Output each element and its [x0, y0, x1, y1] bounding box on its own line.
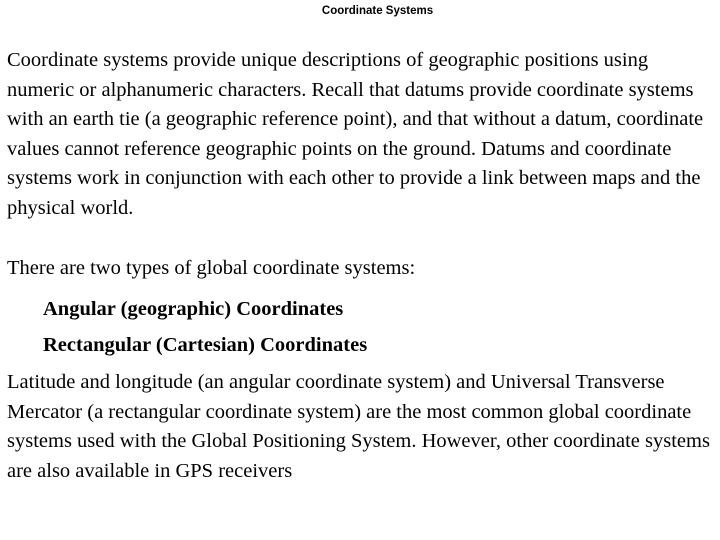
intro-paragraph: Coordinate systems provide unique descriptions of geographic positions using numeric or alphanumeric characters. Recall that datums provide coordinate systems with an earth tie (a geographic reference point), and that without a datum, coordinate values cannot reference geographic points on the ground. Datums and coordinate systems work in conjunction with each other to provide a link between maps and the physical world.: [7, 49, 704, 219]
list-item-angular: Angular (geographic) Coordinates: [43, 298, 344, 320]
slide-title: Coordinate Systems: [321, 5, 434, 17]
list-item-rectangular: Rectangular (Cartesian) Coordinates: [43, 334, 368, 356]
coordinate-types-list: [43, 295, 367, 367]
summary-paragraph: Latitude and longitude (an angular coordinate system) and Universal Transverse Mercator (a rectangular coordinate system) are the most common global coordinate systems used with the Global Positioning System. However, other coordinate systems are also available in GPS receivers: [7, 371, 710, 482]
types-intro-paragraph: There are two types of global coordinate systems:: [7, 257, 416, 279]
